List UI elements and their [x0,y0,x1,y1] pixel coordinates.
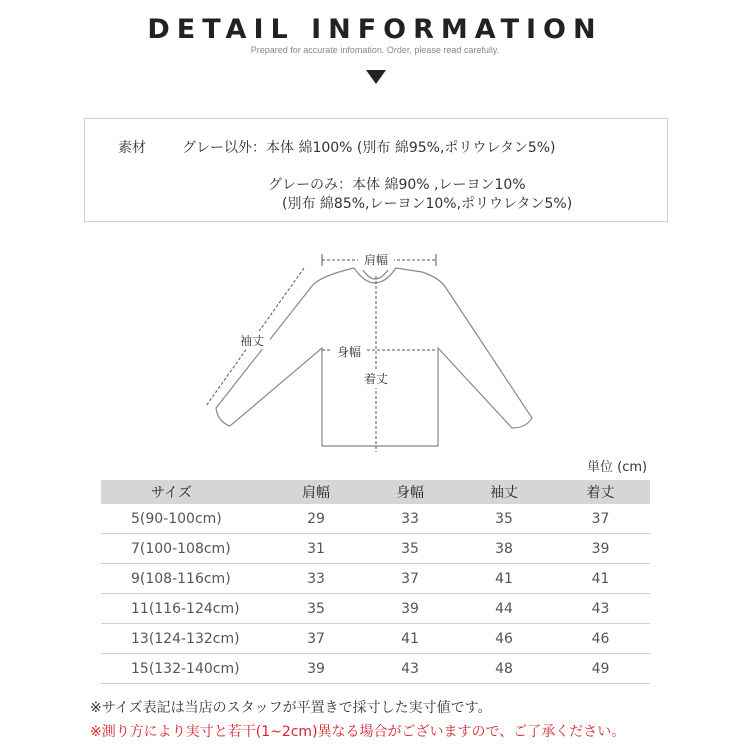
table-row [101,534,650,564]
chest-cell: 41 [363,624,457,654]
length-cell: 49 [551,654,650,684]
chest-cell: 43 [363,654,457,684]
sleeve-cell: 41 [457,564,551,594]
shirt-outline [216,268,532,446]
header-sleeve: 袖丈 [457,480,551,504]
unit-label: 単位 (cm) [587,460,648,475]
sleeve-cell: 46 [457,624,551,654]
material-line-1: グレー以外：本体 綿100% (別布 綿95%,ポリウレタン5%) [182,140,556,156]
table-row [101,624,650,654]
shoulder-cell: 29 [269,504,363,534]
page-title: DETAIL INFORMATION [147,14,603,45]
disclaimer-note: ※測り方により実寸と若干(1~2cm)異なる場合がございますので、ご了承ください。 [90,724,626,740]
size-cell: 15(132-140cm) [101,654,269,684]
table-row [101,654,650,684]
sleeve-cell: 44 [457,594,551,624]
sleeve-label: 袖丈 [239,334,265,348]
length-cell: 43 [551,594,650,624]
header-size: サイズ [101,480,269,504]
header-chest: 身幅 [363,480,457,504]
size-cell: 13(124-132cm) [101,624,269,654]
size-cell: 5(90-100cm) [101,504,269,534]
table-row [101,594,650,624]
chest-cell: 35 [363,534,457,564]
header-shoulder: 肩幅 [269,480,363,504]
measurement-note: ※サイズ表記は当店のスタッフが平置きで採寸した実寸値です。 [90,700,492,716]
chest-cell: 39 [363,594,457,624]
header-length: 着丈 [551,480,650,504]
length-label: 着丈 [363,372,389,386]
length-cell: 41 [551,564,650,594]
material-line-2: グレーのみ：本体 綿90% ,レーヨン10% [268,177,526,193]
shirt-measurement-diagram [200,248,540,453]
table-header-row [101,480,650,504]
shoulder-cell: 31 [269,534,363,564]
size-cell: 9(108-116cm) [101,564,269,594]
chest-cell: 33 [363,504,457,534]
shoulder-cell: 39 [269,654,363,684]
chest-label: 身幅 [336,345,362,359]
chest-cell: 37 [363,564,457,594]
length-cell: 46 [551,624,650,654]
sleeve-cell: 35 [457,504,551,534]
shoulder-cell: 35 [269,594,363,624]
size-cell: 7(100-108cm) [101,534,269,564]
size-cell: 11(116-124cm) [101,594,269,624]
down-triangle-icon [366,70,386,84]
material-box [84,118,668,222]
length-cell: 37 [551,504,650,534]
length-cell: 39 [551,534,650,564]
material-label: 素材 [118,140,146,156]
material-line-3: (別布 綿85%,レーヨン10%,ポリウレタン5%) [282,196,573,212]
sleeve-cell: 48 [457,654,551,684]
sleeve-cell: 38 [457,534,551,564]
table-row [101,504,650,534]
shoulder-cell: 33 [269,564,363,594]
size-table [101,480,650,684]
page-subtitle: Prepared for accurate infomation. Order, please read carefully. [250,45,500,55]
shoulder-label: 肩幅 [363,253,389,267]
table-row [101,564,650,594]
shoulder-cell: 37 [269,624,363,654]
